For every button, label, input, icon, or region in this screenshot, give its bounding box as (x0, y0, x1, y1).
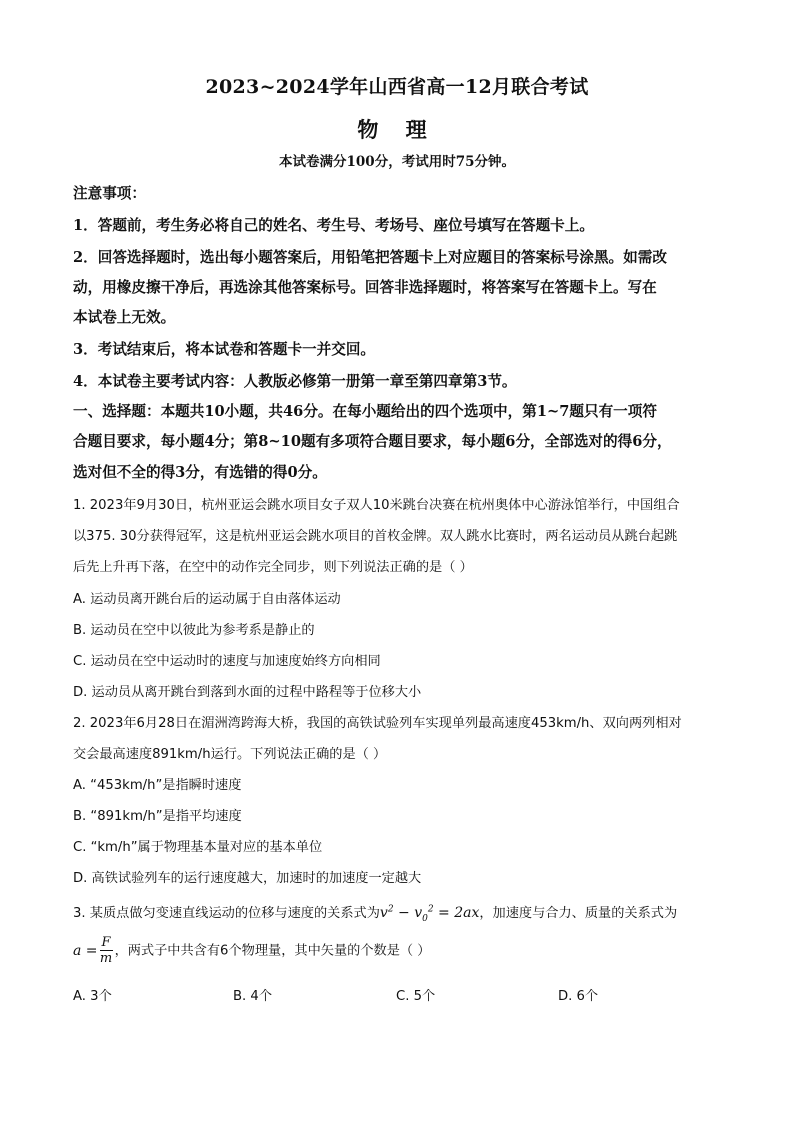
q1-option-c: C. 运动员在空中运动时的速度与加速度始终方向相同 (73, 654, 381, 669)
q2-option-c: C. “km/h”属于物理基本量对应的基本单位 (73, 840, 323, 855)
exam-info: 本试卷满分100分，考试用时75分钟。 (279, 154, 515, 170)
q2-option-a: A. “453km/h”是指瞬时速度 (73, 778, 242, 793)
section1-line-3: 选对但不全的得3分，有选错的得0分。 (73, 464, 327, 481)
q3-stem-prefix: 3. 某质点做匀变速直线运动的位移与速度的关系式为 (73, 906, 380, 921)
q1-option-a: A. 运动员离开跳台后的运动属于自由落体运动 (73, 592, 341, 607)
section1-line-1: 一、选择题：本题共10小题，共46分。在每小题给出的四个选项中，第1~7题只有一项符 (73, 403, 657, 420)
note-item-4: 4．本试卷主要考试内容：人教版必修第一册第一章至第四章第3节。 (73, 373, 517, 390)
q1-option-b: B. 运动员在空中以彼此为参考系是静止的 (73, 623, 315, 638)
q3-stem-line-1 (73, 902, 729, 924)
note-item-2-line-1: 2．回答选择题时，选出每小题答案后，用铅笔把答题卡上对应题目的答案标号涂黑。如需改 (73, 249, 667, 266)
newton-formula: a = $\frac{F}{m}$ (73, 935, 113, 966)
q1-stem-line-1: 1. 2023年9月30日，杭州亚运会跳水项目女子双人10米跳台决赛在杭州奥体中心游泳馆举行，中国组合 (73, 498, 680, 513)
note-item-2-line-2: 动，用橡皮擦干净后，再选涂其他答案标号。回答非选择题时，将答案写在答题卡上。写在 (73, 279, 657, 296)
q2-option-b: B. “891km/h”是指平均速度 (73, 809, 242, 824)
q2-option-d: D. 高铁试验列车的运行速度越大，加速时的加速度一定越大 (73, 871, 422, 886)
q3-stem-suffix: ，两式子中共含有6个物理量，其中矢量的个数是（ ） (114, 943, 431, 959)
notes-heading: 注意事项： (73, 185, 146, 202)
q2-stem-line-2: 交会最高速度891km/h运行。下列说法正确的是（ ） (73, 747, 387, 762)
q3-stem-line-2 (73, 936, 729, 965)
q3-option-a: A. 3个 (73, 989, 112, 1004)
q2-stem-line-1: 2. 2023年6月28日在湄洲湾跨海大桥，我国的高铁试验列车实现单列最高速度453km/h、双向两列相对 (73, 716, 682, 731)
section1-line-2: 合题目要求，每小题4分；第8~10题有多项符合题目要求，每小题6分，全部选对的得6分， (73, 433, 672, 450)
exam-title: 2023~2024学年山西省高一12月联合考试 (205, 76, 589, 98)
q3-option-c: C. 5个 (396, 989, 436, 1004)
note-item-1: 1．答题前，考生务必将自己的姓名、考生号、考场号、座位号填写在答题卡上。 (73, 217, 594, 234)
q3-option-b: B. 4个 (233, 989, 273, 1004)
q1-option-d: D. 运动员从离开跳台到落到水面的过程中路程等于位移大小 (73, 685, 422, 700)
q3-option-d: D. 6个 (558, 989, 599, 1004)
q3-stem-middle: ，加速度与合力、质量的关系式为 (479, 906, 678, 921)
exam-subject: 物 理 (357, 117, 437, 142)
kinematics-formula: $v^2 - v_0^2 = 2ax$ (379, 904, 480, 924)
q1-stem-line-2: 以375. 30分获得冠军，这是杭州亚运会跳水项目的首枚金牌。双人跳水比赛时，两名运动员从跳台起跳 (73, 529, 678, 544)
q1-stem-line-3: 后先上升再下落，在空中的动作完全同步，则下列说法正确的是（ ） (73, 560, 473, 575)
note-item-3: 3．考试结束后，将本试卷和答题卡一并交回。 (73, 341, 376, 358)
note-item-2-line-3: 本试卷上无效。 (73, 309, 176, 326)
